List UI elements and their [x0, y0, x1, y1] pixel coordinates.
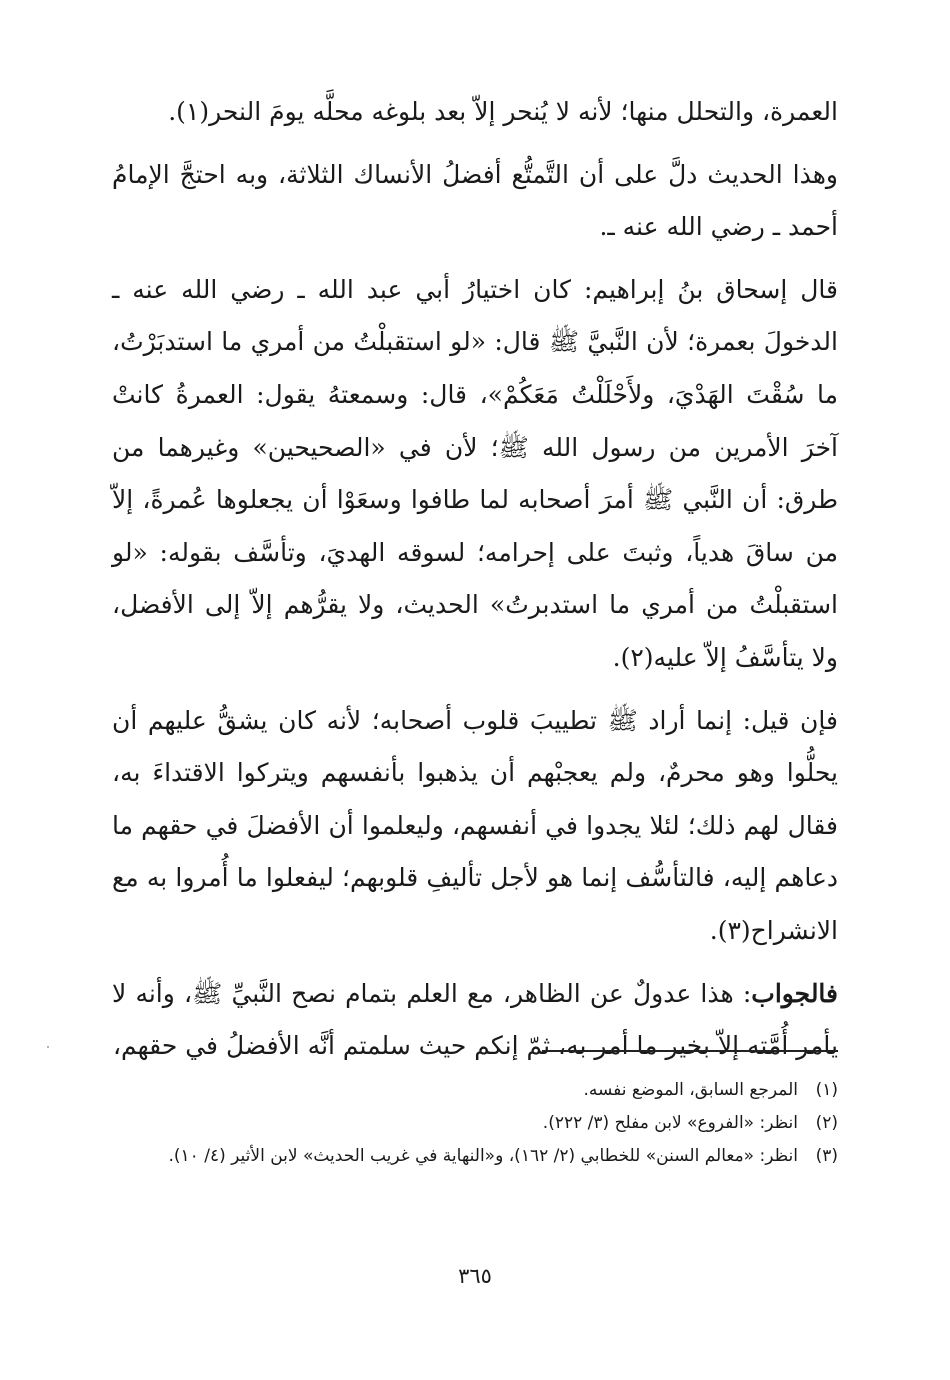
footnotes — [112, 1074, 838, 1173]
paragraph-answer — [112, 968, 838, 1073]
paragraph-2: وهذا الحديث دلَّ على أن التَّمتُّع أفضلُ الأنساك الثلاثة، وبه احتجَّ الإمامُ أحمد ـ رضي الله عنه ـ. — [112, 159, 838, 242]
answer-text: : هذا عدولٌ عن الظاهر، مع العلم بتمام نصح النَّبيِّ ﷺ، وأنه لا يأمر أُمَّته إلاّ بخير ما أمر به، ثمّ إنكم حيث سلمتم أنَّه الأفضلُ في حقهم، — [112, 978, 838, 1061]
footnote-text: انظر: «الفروع» لابن مفلح (٣/ ٢٢٢). — [542, 1113, 798, 1133]
footnote-number: (١) — [815, 1080, 838, 1100]
page-number: ٣٦٥ — [458, 1264, 492, 1288]
footnote-1 — [112, 1074, 838, 1107]
book-page — [112, 0, 838, 1380]
footnote-text: المرجع السابق، الموضع نفسه. — [583, 1080, 798, 1100]
footnote-3 — [112, 1140, 838, 1173]
main-text — [112, 86, 838, 1073]
footnote-2 — [112, 1107, 838, 1140]
footnote-text: انظر: «معالم السنن» للخطابي (٢/ ١٦٢)، و«النهاية في غريب الحديث» لابن الأثير (٤/ ١٠). — [168, 1146, 798, 1166]
scan-speck — [47, 1046, 49, 1048]
footnote-separator — [542, 1050, 838, 1052]
footnote-number: (٢) — [815, 1113, 838, 1133]
answer-lead: فالجواب — [751, 978, 838, 1008]
paragraph-1: العمرة، والتحلل منها؛ لأنه لا يُنحر إلاّ بعد بلوغه محلَّه يومَ النحر(١). — [168, 97, 838, 126]
paragraph-4: فإن قيل: إنما أراد ﷺ تطييبَ قلوب أصحابه؛ لأنه كان يشقُّ عليهم أن يحلُّوا وهو محرمٌ، ولم يعجبْهم أن يذهبوا بأنفسهم ويتركوا الاقتداءَ به، فقال لهم ذلك؛ لئلا يجدوا في أنفسهم، وليعلموا أن الأفضلَ في حقهم ما دعاهم إليه، فالتأسُّف إنما هو لأجل تأليفِ قلوبهم؛ ليفعلوا ما أُمروا به مع الانشراح(٣). — [112, 705, 838, 945]
paragraph-3: قال إسحاق بنُ إبراهيم: كان اختيارُ أبي عبد الله ـ رضي الله عنه ـ الدخولَ بعمرة؛ لأن النَّبيَّ ﷺ قال: «لو استقبلْتُ من أمري ما استدبَرْتُ، ما سُقْتَ الهَدْيَ، ولأَحْلَلْتُ مَعَكُمْ»، قال: وسمعتهُ يقول: العمرةُ كانتْ آخرَ الأمرين من رسول الله ﷺ؛ لأن في «الصحيحين» وغيرهما من طرق: أن النَّبي ﷺ أمرَ أصحابه لما طافوا وسعَوْا أن يجعلوها عُمرةً، إلاّ من ساقَ هدياً، وثبتَ على إحرامه؛ لسوقه الهديَ، وتأسَّف بقوله: «لو استقبلْتُ من أمري ما استدبرتُ» الحديث، ولا يقرُّهم إلاّ إلى الأفضل، ولا يتأسَّفُ إلاّ عليه(٢). — [112, 274, 838, 672]
footnote-number: (٣) — [815, 1146, 838, 1166]
